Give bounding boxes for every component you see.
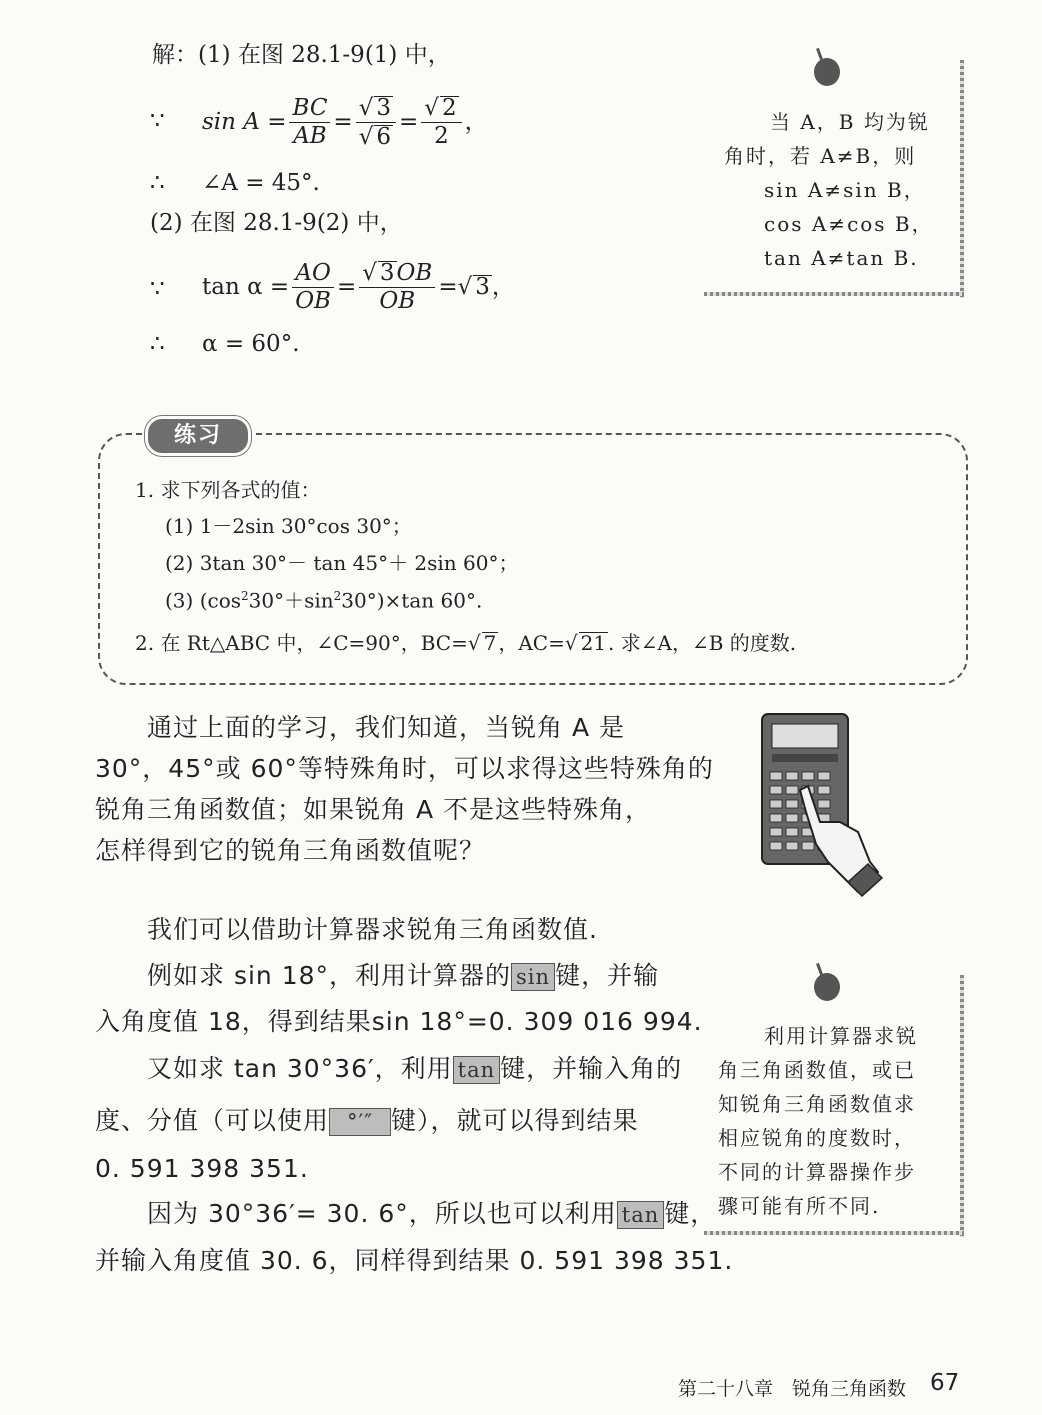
para2-line-5-b: 键），就可以得到结果 xyxy=(391,1106,639,1135)
note-border-bottom xyxy=(704,1231,964,1235)
note2-line-6: 骤可能有所不同. xyxy=(718,1194,881,1218)
note1-line-2: 角时，若 A≠B，则 xyxy=(724,144,917,168)
q2-part-b: ，AC= xyxy=(498,631,565,655)
frac-num-rest: OB xyxy=(396,260,433,286)
tan-key: tan xyxy=(453,1056,500,1084)
pin-stem xyxy=(816,48,823,60)
solution-line-4: (2) 在图 28.1-9(2) 中， xyxy=(150,210,403,236)
sin-equation: sin A = $\frac{BC}{AB}$ = $\frac{√ 3}{√ 6}$ = $\frac{√ 2}{2}$ ， xyxy=(202,94,488,150)
note1-line-5: tan A≠tan B. xyxy=(764,246,919,270)
q1-3-sup-1: 2 xyxy=(241,589,249,603)
note-border-right xyxy=(960,975,964,1237)
page-number: 67 xyxy=(930,1370,960,1396)
q1-3-part-a: (3) (cos xyxy=(165,588,241,613)
para2-line-1: 我们可以借助计算器求锐角三角函数值. xyxy=(147,915,598,944)
para2-line-4-b: 键，并输入角的 xyxy=(500,1054,683,1083)
pin-icon xyxy=(814,58,840,86)
para2-line-2-b: 键，并输 xyxy=(555,961,660,990)
calculator-icon xyxy=(760,712,885,897)
para1-line-1: 通过上面的学习，我们知道，当锐角 A 是 xyxy=(147,713,625,742)
para1-line-4: 怎样得到它的锐角三角函数值呢？ xyxy=(95,836,486,865)
exercise-q1-2: (2) 3tan 30°－ tan 45°＋ 2sin 60°； xyxy=(165,551,519,575)
note-border-bottom xyxy=(704,292,964,296)
note1-line-3: sin A≠sin B， xyxy=(764,178,926,202)
note2-line-2: 角三角函数值，或已 xyxy=(718,1058,916,1082)
frac-num: 2 xyxy=(441,95,457,121)
q2-part-a: 2. 在 Rt△ABC 中，∠C=90°，BC= xyxy=(135,631,468,655)
tan-result-sqrt: 3 xyxy=(475,274,490,300)
therefore-symbol-2: ∴ xyxy=(150,331,165,357)
side-note-2 xyxy=(704,975,964,1240)
dms-key: °′″ xyxy=(329,1108,391,1136)
para2-line-8: 并输入角度值 30. 6，同样得到结果 0. 591 398 351. xyxy=(95,1246,734,1275)
tan-lhs: tan α = xyxy=(202,273,290,300)
para1-line-2: 30°，45°或 60°等特殊角时，可以求得这些特殊角的 xyxy=(95,754,714,783)
frac-num: BC xyxy=(289,97,330,123)
para2-line-5-a: 度、分值（可以使用 xyxy=(95,1106,330,1135)
q2-part-c: . 求∠A，∠B 的度数. xyxy=(608,631,797,655)
solution-line-1: 解：(1) 在图 28.1-9(1) 中， xyxy=(152,42,451,68)
para2-line-6: 0. 591 398 351. xyxy=(95,1154,309,1183)
para2-line-2 xyxy=(147,952,659,1000)
frac-num-sqrt: 3 xyxy=(379,260,395,286)
para2-line-3: 入角度值 18，得到结果sin 18°=0. 309 016 994. xyxy=(95,1007,703,1036)
para2-line-4-a: 又如求 tan 30°36′，利用 xyxy=(147,1054,453,1083)
note1-line-1: 当 A，B 均为锐 xyxy=(770,110,930,134)
note1-line-4: cos A≠cos B， xyxy=(764,212,934,236)
because-symbol: ∵ xyxy=(150,108,165,134)
frac-num: AO xyxy=(292,262,334,288)
q2-sqrt-21: 21 xyxy=(580,631,607,655)
exercise-badge: 练习 xyxy=(145,416,251,456)
tan-key-2: tan xyxy=(617,1201,664,1229)
frac-den: 2 xyxy=(434,123,449,149)
exercise-q1-1: (1) 1－2sin 30°cos 30°； xyxy=(165,514,412,538)
fraction-sqrt3ob-ob: $\frac{√ 3OB}{OB}$ xyxy=(359,261,435,313)
para2-line-7-b: 键， xyxy=(664,1199,717,1228)
q1-3-sup-2: 2 xyxy=(333,589,342,603)
sin-tail: ， xyxy=(464,108,488,135)
side-note-1 xyxy=(704,60,964,298)
note-border-right xyxy=(960,60,964,298)
para2-line-2-a: 例如求 sin 18°，利用计算器的 xyxy=(147,961,512,990)
fraction-sqrt2-2: $\frac{√ 2}{2}$ xyxy=(421,96,461,148)
frac-den: AB xyxy=(293,122,327,149)
alpha-result: α = 60°. xyxy=(202,331,300,357)
para2-line-7 xyxy=(147,1190,716,1238)
frac-num: 3 xyxy=(376,94,391,121)
chapter-footer: 第二十八章 锐角三角函数 xyxy=(678,1378,907,1400)
therefore-symbol-1: ∴ xyxy=(150,170,165,196)
calculator-illustration xyxy=(760,712,885,897)
frac-den: 6 xyxy=(376,123,391,150)
tan-tail: ， xyxy=(491,273,515,300)
angle-a-result: ∠A = 45°. xyxy=(202,170,320,196)
para2-line-4 xyxy=(147,1045,682,1093)
note2-line-4: 相应锐角的度数时， xyxy=(718,1126,916,1150)
exercise-q1-3 xyxy=(165,590,482,611)
fraction-bc-ab xyxy=(289,94,330,149)
para2-line-7-a: 因为 30°36′= 30. 6°，所以也可以利用 xyxy=(147,1199,617,1228)
frac-den: OB xyxy=(379,288,416,314)
para1-line-3: 锐角三角函数值；如果锐角 A 不是这些特殊角， xyxy=(95,795,651,824)
pin-stem xyxy=(816,963,823,975)
para2-line-5 xyxy=(95,1097,639,1145)
frac-den: OB xyxy=(295,287,331,314)
note2-line-5: 不同的计算器操作步 xyxy=(718,1160,916,1184)
fraction-sqrt3-sqrt6: $\frac{√ 3}{√ 6}$ xyxy=(356,96,396,149)
fraction-ao-ob xyxy=(292,259,334,314)
q1-3-part-b: 30°＋sin xyxy=(248,588,334,613)
pin-icon xyxy=(814,973,840,1001)
because-symbol-2: ∵ xyxy=(150,276,165,302)
tan-equation: tan α = $\frac{AO}{OB}$ = $\frac{√ 3OB}{OB}$ =√ 3 ， xyxy=(202,259,515,314)
note2-line-1: 利用计算器求锐 xyxy=(764,1024,918,1048)
exercise-q2: 2. 在 Rt△ABC 中，∠C=90°，BC=√ 7 ，AC=√ 21 . 求∠A，∠B 的度数. xyxy=(135,631,797,655)
note2-line-3: 知锐角三角函数值求 xyxy=(718,1092,916,1116)
sin-key: sin xyxy=(511,963,555,991)
q2-sqrt-7: 7 xyxy=(483,631,497,655)
exercise-q1: 1. 求下列各式的值： xyxy=(135,478,321,502)
q1-3-part-c: 30°)×tan 60°. xyxy=(341,588,483,613)
sin-lhs: sin A = xyxy=(202,108,287,135)
